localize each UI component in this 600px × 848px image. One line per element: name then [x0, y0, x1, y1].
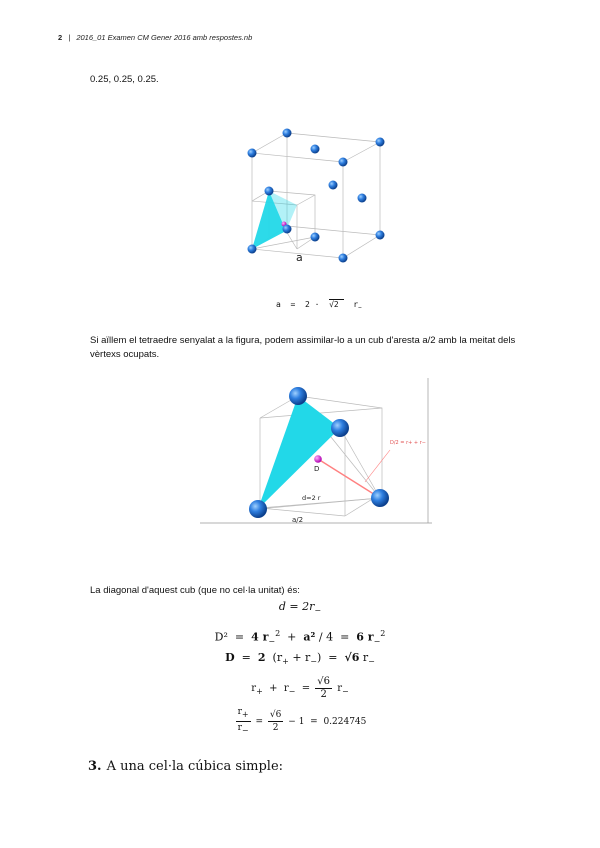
equation-radius-sum: $r_+ + r_-$ = $\frac{√6}{2}$ $r_-$ — [251, 676, 349, 700]
tetrahedron-face-2 — [258, 396, 340, 509]
equation-d-diagonal: D = 2 $(r_+ + r_-) = √6$ $r_-$ — [225, 651, 375, 667]
equation-d-squared: D² = 4 $r_-^2 + a^2 / 4 = 6$ $r_-^2$ — [214, 629, 386, 646]
formula-label: D/2 = r+ + r− — [390, 440, 426, 446]
equation-d: $d = 2r_-$ — [278, 600, 322, 616]
equation-radius-ratio: $\frac{r_+}{r_-}$ = $\frac{√6}{2}$ − 1 = 0.224745 — [237, 707, 367, 735]
edge-label-a2: a/2 — [292, 516, 304, 524]
equation-a: a = 2 · √2 $r_-$ — [276, 300, 362, 312]
d-label: d=2 r — [302, 494, 321, 502]
header-file-name: 2016_01 Examen CM Gener 2016 amb respostes.nb — [76, 33, 253, 42]
paragraph-diagonal: La diagonal d'aquest cub (que no cel·la unitat) és: — [90, 585, 300, 596]
edge-label-a: a — [296, 251, 303, 264]
paragraph-tetrahedron: Si aïllem el tetraedre senyalat a la figura, podem assimilar-lo a un cub d'aresta a/2 amb la meitat dels vèrtexs ocupats. — [90, 335, 516, 360]
fcc-cube-figure — [240, 125, 390, 270]
section-3-heading: 3. A una cel·la cúbica simple: — [88, 759, 284, 774]
page-header — [58, 33, 252, 42]
point-label-d: D — [314, 465, 320, 473]
interstitial-atom-d — [314, 455, 322, 463]
page-number: 2 — [58, 33, 63, 42]
coords-line: 0.25, 0.25, 0.25. — [90, 74, 159, 85]
header-separator: | — [68, 33, 71, 42]
half-cube-figure — [200, 378, 432, 528]
